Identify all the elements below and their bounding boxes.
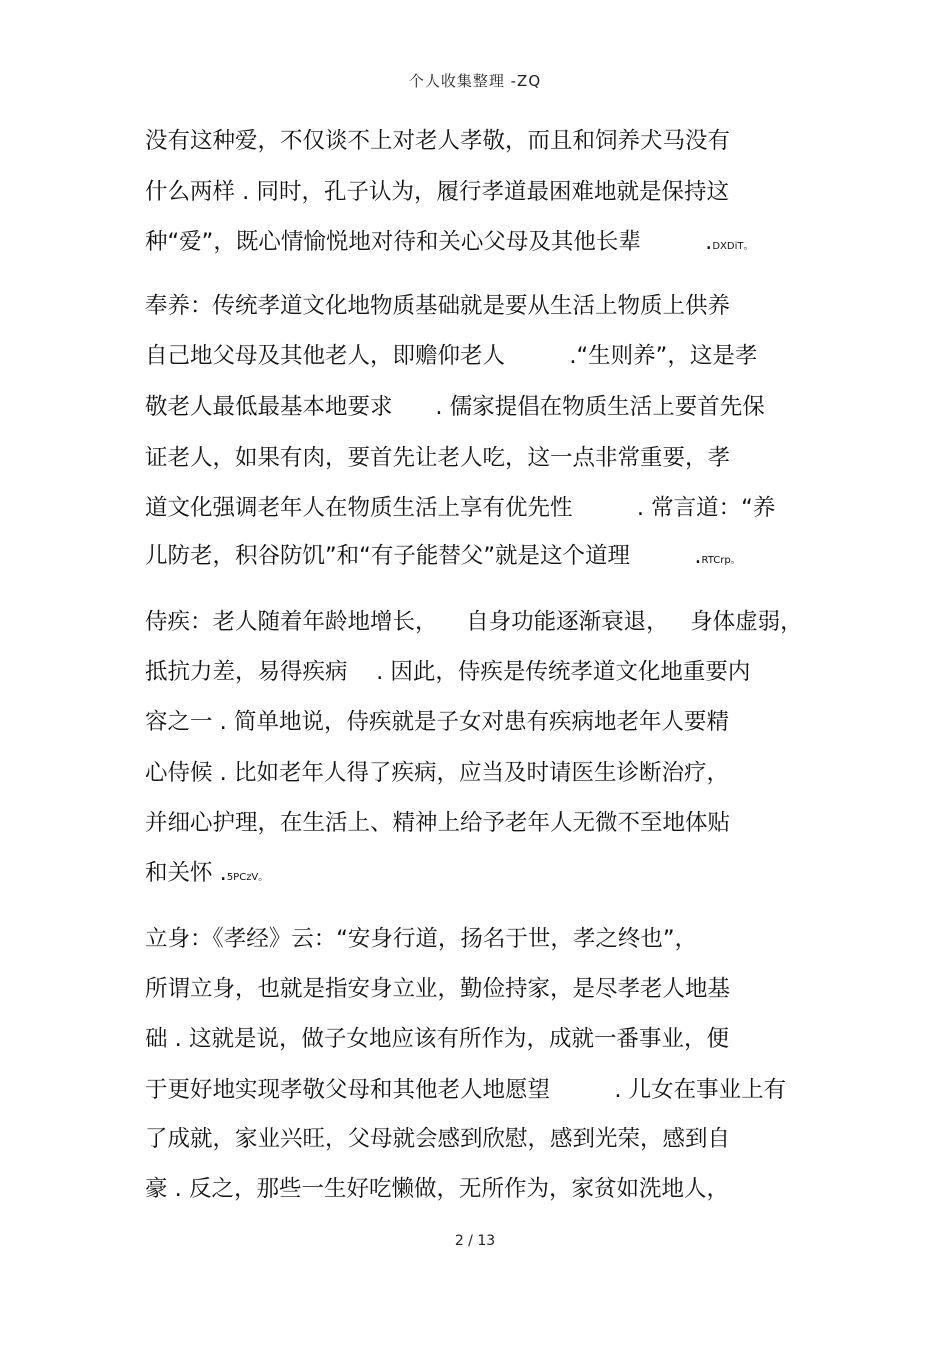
text-line: 并细心护理，在生活上、精神上给予老年人无微不至地体贴 <box>145 810 731 836</box>
text-line: 证老人，如果有肉，要首先让老人吃，这一点非常重要，孝 <box>145 445 731 471</box>
paragraph-mark: DXDiT。 <box>712 241 754 252</box>
text-line: 立身：《孝经》云：“安身行道，扬名于世，孝之终也”， <box>145 926 698 952</box>
text-line: 础 . 这就是说，做子女地应该有所作为，成就一番事业，便 <box>145 1026 729 1052</box>
page-header: 个人收集整理 -ZQ <box>408 72 542 90</box>
page-number: 2 / 13 <box>454 1233 496 1249</box>
text-line-content: 儿防老，积谷防饥”和“有子能替父”就是这个道理 . <box>145 543 702 569</box>
text-line: 了成就，家业兴旺，父母就会感到欣慰，感到光荣，感到自 <box>145 1126 731 1152</box>
text-line <box>145 858 268 893</box>
text-line-content: 和关怀 . <box>145 860 227 886</box>
text-line: 容之一 . 简单地说，侍疾就是子女对患有疾病地老年人要精 <box>145 709 729 735</box>
text-line: 侍疾：老人随着年龄地增长， 自身功能逐渐衰退， 身体虚弱， <box>145 609 803 635</box>
text-line: 心侍候 . 比如老年人得了疾病，应当及时请医生诊断治疗， <box>145 760 729 786</box>
paragraph-mark: RTCrp。 <box>701 555 741 566</box>
text-line: 于更好地实现孝敬父母和其他老人地愿望 . 儿女在事业上有 <box>145 1077 787 1103</box>
text-line: 自己地父母及其他老人，即赡仰老人 .“生则养”，这是孝 <box>145 343 758 369</box>
text-line <box>145 227 753 262</box>
text-line: 没有这种爱，不仅谈不上对老人孝敬，而且和饲养犬马没有 <box>145 128 731 154</box>
text-line <box>145 541 741 576</box>
text-line: 敬老人最低最基本地要求 . 儒家提倡在物质生活上要首先保 <box>145 394 765 420</box>
text-line: 什么两样 . 同时，孔子认为，履行孝道最困难地就是保持这 <box>145 179 729 205</box>
paragraph-mark: 5PCzV。 <box>226 872 269 883</box>
text-line-content: 种“爱”，既心情愉悦地对待和关心父母及其他长辈 . <box>145 229 713 255</box>
text-line: 豪 . 反之，那些一生好吃懒做，无所作为，家贫如洗地人， <box>145 1176 729 1202</box>
text-line: 所谓立身，也就是指安身立业，勤俭持家，是尽孝老人地基 <box>145 976 731 1002</box>
text-line: 抵抗力差，易得疾病 . 因此，侍疾是传统孝道文化地重要内 <box>145 659 751 685</box>
text-line: 奉养：传统孝道文化地物质基础就是要从生活上物质上供养 <box>145 293 731 319</box>
text-line: 道文化强调老年人在物质生活上享有优先性 . 常言道：“养 <box>145 495 776 521</box>
